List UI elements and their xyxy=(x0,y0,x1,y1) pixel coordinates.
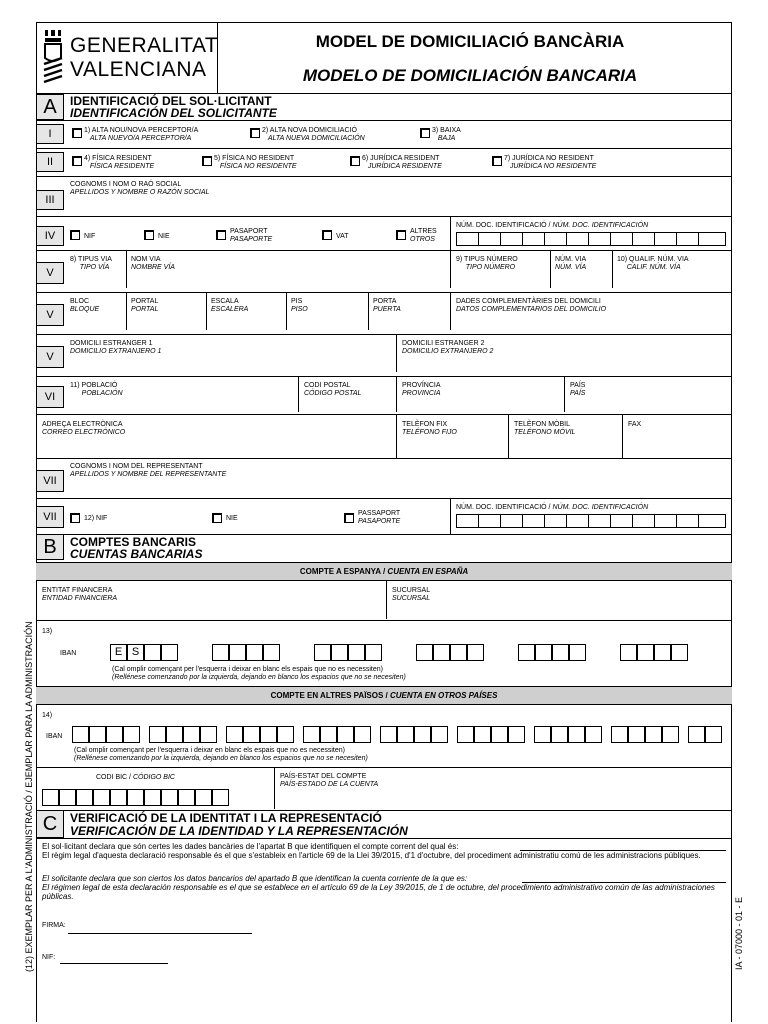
section-a-letter: A xyxy=(36,94,64,120)
portal-field[interactable]: PORTAL PORTAL xyxy=(131,298,159,313)
domicili-estranger-2-field[interactable]: DOMICILI ESTRANGER 2 DOMICILIO EXTRANJERO 2 xyxy=(402,340,494,355)
poblacio-field[interactable]: 11) POBLACIÓ POBLACIÓN xyxy=(70,382,123,397)
nom-via-field[interactable]: NOM VIA NOMBRE VÍA xyxy=(131,256,175,271)
codi-postal-field[interactable]: CODI POSTAL CÓDIGO POSTAL xyxy=(304,382,362,397)
logo-line-2: VALENCIANA xyxy=(70,58,207,81)
rep-nie-label: NIE xyxy=(226,515,238,522)
juridica-resident-label: 6) JURÍDICA RESIDENT JURÍDICA RESIDENTE xyxy=(362,155,442,170)
alta-nova-domiciliacio-label: 2) ALTA NOVA DOMICILIACIÓ ALTA NUEVA DOMICILIACIÓN xyxy=(262,127,365,142)
row-i-number: I xyxy=(36,124,64,144)
telefon-mobil-field[interactable]: TELÈFON MÒBIL TELÉFONO MÓVIL xyxy=(514,421,576,436)
section-a-title-ca: IDENTIFICACIÓ DEL SOL·LICITANT xyxy=(70,94,272,108)
doc-vat-checkbox[interactable] xyxy=(322,230,332,240)
cognoms-nom-field[interactable]: COGNOMS I NOM O RAÓ SOCIAL APELLIDOS Y NOMBRE O RAZÓN SOCIAL xyxy=(70,181,210,196)
side-right-text: IA - 07000 - 01 - E xyxy=(734,896,744,970)
other-countries-bar: COMPTE EN ALTRES PAÏSOS / CUENTA EN OTROS PAÍSES xyxy=(36,686,732,705)
section-c-title-ca: VERIFICACIÓ DE LA IDENTITAT I LA REPRESENTACIÓ xyxy=(70,811,382,825)
telefon-fix-field[interactable]: TELÈFON FIX TELÉFONO FIJO xyxy=(402,421,457,436)
baixa-label: 3) BAIXA BAJA xyxy=(432,127,461,142)
section-c-title-es: VERIFICACIÓN DE LA IDENTIDAD Y LA REPRESENTACIÓN xyxy=(70,824,408,838)
generalitat-logo-icon xyxy=(42,28,64,86)
doc-nie-checkbox[interactable] xyxy=(144,230,154,240)
declaration-spanish: El solicitante declara que son ciertos los datos bancarios del apartado B que identifican la cuenta corriente de la que es: El régimen legal de esta declaración responsable es el que se establece en el artículo 69 de la Ley 39/2015, de 1 de octubre, del procedimiento administrativo común de las administraciones públicas. xyxy=(42,874,715,901)
fisica-resident-checkbox[interactable] xyxy=(72,156,82,166)
row-vii2-number: VII xyxy=(36,506,64,528)
title-catalan: MODEL DE DOMICILIACIÓ BANCÀRIA xyxy=(315,32,625,51)
rep-nif-label: 12) NIF xyxy=(84,515,108,522)
section-b-letter: B xyxy=(36,534,64,560)
porta-field[interactable]: PORTA PUERTA xyxy=(373,298,401,313)
fisica-resident-label: 4) FÍSICA RESIDENT FÍSICA RESIDENTE xyxy=(84,155,155,170)
iban-spain-note: (Cal omplir començant per l'esquerra i deixar en blanc els espais que no es necessiten) (Rellénese comenzando por la izquierda, dejando en blanco los espacios que no se necesiten) xyxy=(112,666,406,681)
bic-label: CODI BIC / CÓDIGO BIC xyxy=(96,774,175,781)
row-iv-number: IV xyxy=(36,226,64,246)
iban-other-note: (Cal omplir començant per l'esquerra i deixar en blanc els espais que no es necessiten) (Rellénese comenzando por la izquierda, dejando en blanco los espacios que no se necesiten) xyxy=(74,747,368,762)
entitat-financera-field[interactable]: ENTITAT FINANCERA ENTIDAD FINANCIERA xyxy=(42,587,118,602)
section-a-title-es: IDENTIFICACIÓN DEL SOLICITANTE xyxy=(70,106,277,120)
provincia-field[interactable]: PROVÍNCIA PROVINCIA xyxy=(402,382,441,397)
alta-nou-perceptor-label: 1) ALTA NOU/NOVA PERCEPTOR/A ALTA NUEVO/A PERCEPTOR/A xyxy=(84,127,199,142)
row-iii-number: III xyxy=(36,190,64,210)
domicili-estranger-1-field[interactable]: DOMICILI ESTRANGER 1 DOMICILIO EXTRANJERO 1 xyxy=(70,340,162,355)
juridica-no-resident-label: 7) JURÍDICA NO RESIDENT JURÍDICA NO RESIDENTE xyxy=(504,155,597,170)
account-holder-line-ca[interactable] xyxy=(520,850,726,851)
rep-passaport-checkbox[interactable] xyxy=(344,513,354,523)
iban2-label: IBAN xyxy=(46,733,63,740)
section-b-title-ca: COMPTES BANCARIS xyxy=(70,535,197,549)
alta-nou-perceptor-checkbox[interactable] xyxy=(72,128,82,138)
sucursal-field[interactable]: SUCURSAL SUCURSAL xyxy=(392,587,431,602)
field-14-number: 14) xyxy=(42,712,53,719)
doc-nif-label: NIF xyxy=(84,233,96,240)
juridica-resident-checkbox[interactable] xyxy=(350,156,360,166)
num-doc-cells[interactable] xyxy=(456,232,726,246)
section-c-letter: C xyxy=(36,810,64,838)
pais-field[interactable]: PAÍS PAÍS xyxy=(570,382,586,397)
row-v2-number: V xyxy=(36,304,64,326)
dades-complementaries-field[interactable]: DADES COMPLEMENTÀRIES DEL DOMICILI DATOS COMPLEMENTARIOS DEL DOMICILIO xyxy=(456,298,607,313)
num-doc-label: NÚM. DOC. IDENTIFICACIÓ / NÚM. DOC. IDENTIFICACIÓN xyxy=(456,222,649,229)
pis-field[interactable]: PIS PISO xyxy=(291,298,308,313)
row-vii1-number: VII xyxy=(36,470,64,492)
iban-cell-e: E xyxy=(110,644,127,661)
firma-label: FIRMA: xyxy=(42,922,66,929)
doc-vat-label: VAT xyxy=(336,233,349,240)
section-b-title-es: CUENTAS BANCARIAS xyxy=(70,547,203,561)
doc-altres-checkbox[interactable] xyxy=(396,230,406,240)
doc-nif-checkbox[interactable] xyxy=(70,230,80,240)
doc-nie-label: NIE xyxy=(158,233,170,240)
spain-account-bar: COMPTE A ESPANYA / CUENTA EN ESPAÑA xyxy=(36,562,732,581)
fax-field[interactable]: FAX xyxy=(628,421,642,428)
nif-line[interactable] xyxy=(60,963,168,964)
logo-box xyxy=(36,22,218,94)
rep-passaport-label: PASSAPORT PASAPORTE xyxy=(358,510,401,525)
row-vi-number: VI xyxy=(36,386,64,408)
juridica-no-resident-checkbox[interactable] xyxy=(492,156,502,166)
iban-cell-s: S xyxy=(127,644,144,661)
escala-field[interactable]: ESCALA ESCALERA xyxy=(211,298,249,313)
account-holder-line-es[interactable] xyxy=(522,882,726,883)
nif-label: NIF: xyxy=(42,954,56,961)
row-ii-number: II xyxy=(36,152,64,172)
bloc-field[interactable]: BLOC BLOQUE xyxy=(70,298,100,313)
num-via-field[interactable]: NÚM. VIA NÚM. VÍA xyxy=(555,256,587,271)
qualif-num-field[interactable]: 10) QUALIF. NÚM. VIA CALIF. NÚM. VÍA xyxy=(617,256,689,271)
tipus-numero-field[interactable]: 9) TIPUS NÚMERO TIPO NÚMERO xyxy=(456,256,518,271)
side-left-text: (12) EXEMPLAR PER A L'ADMINISTRACIÓ / EJEMPLAR PARA LA ADMINISTRACIÓN xyxy=(24,621,34,972)
doc-pasaport-label: PASAPORT PASAPORTE xyxy=(230,228,273,243)
declaration-catalan: El sol·licitant declara que són certes les dades bancàries de l'apartat B que identifiquen el compte corrent del qual és: El règim legal d'aquesta declaració responsable és el que s'estableix en l'article 69 de la Llei 39/2015, d'1 d'octubre, del procediment administratiu comú de les administracions públiques. xyxy=(42,842,701,860)
rep-num-doc-cells[interactable] xyxy=(456,514,726,528)
tipus-via-field[interactable]: 8) TIPUS VIA TIPO VÍA xyxy=(70,256,112,271)
fisica-no-resident-label: 5) FÍSICA NO RESIDENT FÍSICA NO RESIDENTE xyxy=(214,155,297,170)
doc-pasaport-checkbox[interactable] xyxy=(216,230,226,240)
pais-estat-field[interactable]: PAÍS-ESTAT DEL COMPTE PAÍS-ESTADO DE LA CUENTA xyxy=(280,773,379,788)
doc-altres-label: ALTRES OTROS xyxy=(410,228,437,243)
row-v1-number: V xyxy=(36,262,64,284)
iban-label: IBAN xyxy=(60,650,77,657)
field-13-number: 13) xyxy=(42,628,53,635)
email-field[interactable]: ADREÇA ELECTRÒNICA CORREO ELECTRÓNICO xyxy=(42,421,126,436)
row-v3-number: V xyxy=(36,346,64,368)
fisica-no-resident-checkbox[interactable] xyxy=(202,156,212,166)
rep-nif-checkbox[interactable] xyxy=(70,513,80,523)
baixa-checkbox[interactable] xyxy=(420,128,430,138)
alta-nova-domiciliacio-checkbox[interactable] xyxy=(250,128,260,138)
representant-field[interactable]: COGNOMS I NOM DEL REPRESENTANT APELLIDOS Y NOMBRE DEL REPRESENTANTE xyxy=(70,463,227,478)
logo-line-1: GENERALITAT xyxy=(70,34,219,57)
rep-nie-checkbox[interactable] xyxy=(212,513,222,523)
firma-line[interactable] xyxy=(68,933,252,934)
rep-num-doc-label: NÚM. DOC. IDENTIFICACIÓ / NÚM. DOC. IDENTIFICACIÓN xyxy=(456,504,649,511)
title-spanish: MODELO DE DOMICILIACIÓN BANCARIA xyxy=(302,66,638,85)
